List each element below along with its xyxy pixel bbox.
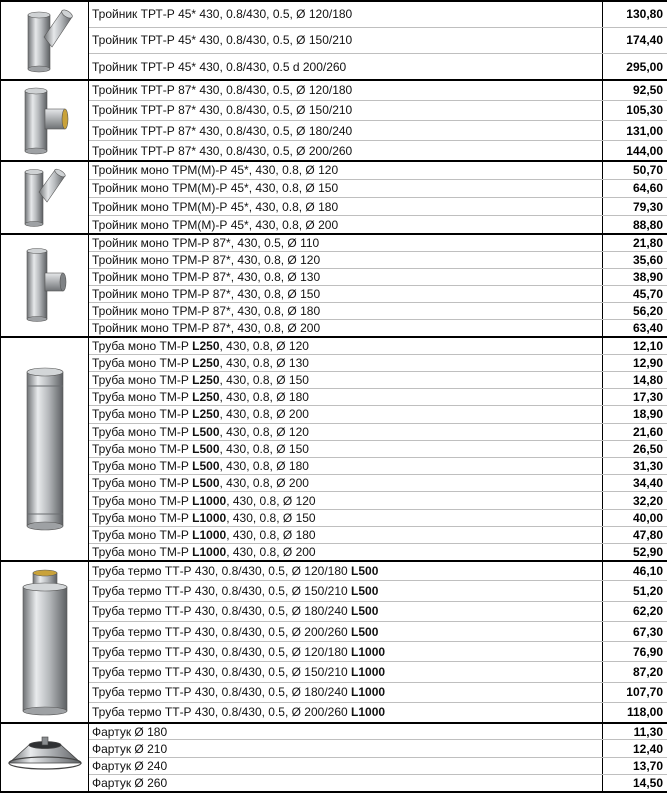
product-name: Труба моно ТМ-Р L1000, 430, 0.8, Ø 150 — [89, 509, 603, 526]
product-price: 107,70 — [603, 682, 667, 702]
apron-collar-icon — [5, 733, 85, 781]
table-row — [1, 581, 667, 601]
table-row — [1, 621, 667, 641]
table-row — [1, 526, 667, 543]
mono-pipe-icon — [19, 364, 71, 534]
tee-87-pipe-icon — [19, 245, 71, 325]
tee-45-pipe-icon — [17, 166, 73, 228]
table-row — [1, 662, 667, 682]
product-name: Труба моно ТМ-Р L500, 430, 0.8, Ø 180 — [89, 458, 603, 475]
product-price: 14,50 — [603, 774, 667, 792]
product-name: Труба термо ТТ-Р 430, 0.8/430, 0.5, Ø 150/210 L500 — [89, 581, 603, 601]
table-row — [1, 740, 667, 757]
product-name: Труба моно ТМ-Р L1000, 430, 0.8, Ø 200 — [89, 544, 603, 561]
product-name: Труба термо ТТ-Р 430, 0.8/430, 0.5, Ø 180/240 L500 — [89, 601, 603, 621]
thermo-pipe-icon — [15, 567, 75, 717]
product-price: 62,20 — [603, 601, 667, 621]
product-price: 12,10 — [603, 337, 667, 354]
product-price: 12,90 — [603, 354, 667, 371]
product-name: Тройник моно ТРМ-Р 87*, 430, 0.8, Ø 150 — [89, 285, 603, 302]
product-price: 45,70 — [603, 285, 667, 302]
table-row — [1, 54, 667, 80]
table-row — [1, 337, 667, 354]
product-price: 13,70 — [603, 757, 667, 774]
product-price: 130,80 — [603, 1, 667, 27]
table-row — [1, 544, 667, 561]
product-price: 21,60 — [603, 423, 667, 440]
product-price: 295,00 — [603, 54, 667, 80]
table-row — [1, 682, 667, 702]
product-price: 105,30 — [603, 100, 667, 120]
product-name: Труба моно ТМ-Р L1000, 430, 0.8, Ø 180 — [89, 526, 603, 543]
product-name: Тройник моно ТРМ-Р 87*, 430, 0.8, Ø 180 — [89, 303, 603, 320]
product-name: Труба моно ТМ-Р L500, 430, 0.8, Ø 120 — [89, 423, 603, 440]
table-row — [1, 234, 667, 251]
product-name: Труба термо ТТ-Р 430, 0.8/430, 0.5, Ø 120/180 L500 — [89, 561, 603, 581]
table-row — [1, 601, 667, 621]
product-price: 26,50 — [603, 440, 667, 457]
product-price: 50,70 — [603, 161, 667, 179]
table-row — [1, 197, 667, 215]
product-name: Труба моно ТМ-Р L500, 430, 0.8, Ø 150 — [89, 440, 603, 457]
table-row — [1, 492, 667, 509]
product-price: 63,40 — [603, 320, 667, 337]
product-price: 51,20 — [603, 581, 667, 601]
product-price: 52,90 — [603, 544, 667, 561]
product-name: Тройник ТРТ-Р 45* 430, 0.8/430, 0.5, Ø 150/210 — [89, 27, 603, 53]
table-row — [1, 179, 667, 197]
table-row — [1, 440, 667, 457]
table-row — [1, 354, 667, 371]
product-price: 46,10 — [603, 561, 667, 581]
product-price: 11,30 — [603, 723, 667, 740]
product-price: 34,40 — [603, 475, 667, 492]
table-row — [1, 285, 667, 302]
product-price: 144,00 — [603, 141, 667, 161]
table-row — [1, 251, 667, 268]
product-name: Фартук Ø 180 — [89, 723, 603, 740]
table-row — [1, 509, 667, 526]
product-name: Труба моно ТМ-Р L250, 430, 0.8, Ø 180 — [89, 389, 603, 406]
table-row — [1, 475, 667, 492]
product-name: Труба моно ТМ-Р L500, 430, 0.8, Ø 200 — [89, 475, 603, 492]
table-row — [1, 216, 667, 234]
product-name: Фартук Ø 260 — [89, 774, 603, 792]
product-price: 174,40 — [603, 27, 667, 53]
product-price: 76,90 — [603, 642, 667, 662]
product-price: 131,00 — [603, 120, 667, 140]
table-row — [1, 423, 667, 440]
product-name: Труба моно ТМ-Р L250, 430, 0.8, Ø 200 — [89, 406, 603, 423]
product-price: 88,80 — [603, 216, 667, 234]
table-row — [1, 723, 667, 740]
tee-45-pipe-icon — [14, 7, 76, 73]
product-name: Труба моно ТМ-Р L250, 430, 0.8, Ø 150 — [89, 371, 603, 388]
product-name: Тройник ТРТ-Р 45* 430, 0.8/430, 0.5, Ø 120/180 — [89, 1, 603, 27]
product-name: Тройник ТРТ-Р 45* 430, 0.8/430, 0.5 d 200/260 — [89, 54, 603, 80]
table-row — [1, 561, 667, 581]
product-price: 79,30 — [603, 197, 667, 215]
product-image-tee-45 — [1, 1, 89, 80]
table-row — [1, 120, 667, 140]
product-image-tee-87 — [1, 80, 89, 161]
product-image-thermo-pipe — [1, 561, 89, 723]
table-row — [1, 702, 667, 722]
product-price: 17,30 — [603, 389, 667, 406]
product-price: 67,30 — [603, 621, 667, 641]
table-row — [1, 406, 667, 423]
table-row — [1, 80, 667, 100]
product-image-apron — [1, 723, 89, 792]
product-name: Тройник ТРТ-Р 87* 430, 0.8/430, 0.5, Ø 150/210 — [89, 100, 603, 120]
product-name: Тройник ТРТ-Р 87* 430, 0.8/430, 0.5, Ø 180/240 — [89, 120, 603, 140]
table-row — [1, 371, 667, 388]
product-price: 32,20 — [603, 492, 667, 509]
product-name: Труба моно ТМ-Р L250, 430, 0.8, Ø 120 — [89, 337, 603, 354]
product-name: Тройник моно ТРМ(М)-Р 45*, 430, 0.8, Ø 120 — [89, 161, 603, 179]
product-price: 12,40 — [603, 740, 667, 757]
product-price: 40,00 — [603, 509, 667, 526]
table-row — [1, 757, 667, 774]
table-row — [1, 268, 667, 285]
table-row — [1, 1, 667, 27]
product-price: 38,90 — [603, 268, 667, 285]
product-name: Тройник ТРТ-Р 87* 430, 0.8/430, 0.5, Ø 120/180 — [89, 80, 603, 100]
product-name: Тройник моно ТРМ-Р 87*, 430, 0.8, Ø 120 — [89, 251, 603, 268]
product-image-tee-87-mono — [1, 234, 89, 337]
table-row — [1, 458, 667, 475]
table-row — [1, 141, 667, 161]
product-price: 18,90 — [603, 406, 667, 423]
product-price: 56,20 — [603, 303, 667, 320]
product-name: Тройник моно ТРМ-Р 87*, 430, 0.8, Ø 200 — [89, 320, 603, 337]
product-image-mono-pipe — [1, 337, 89, 561]
product-price: 14,80 — [603, 371, 667, 388]
table-row — [1, 642, 667, 662]
product-name: Тройник моно ТРМ-Р 87*, 430, 0.5, Ø 110 — [89, 234, 603, 251]
product-name: Фартук Ø 240 — [89, 757, 603, 774]
product-price: 47,80 — [603, 526, 667, 543]
product-price: 87,20 — [603, 662, 667, 682]
product-price: 92,50 — [603, 80, 667, 100]
product-name: Труба моно ТМ-Р L1000, 430, 0.8, Ø 120 — [89, 492, 603, 509]
product-name: Труба термо ТТ-Р 430, 0.8/430, 0.5, Ø 200/260 L1000 — [89, 702, 603, 722]
product-name: Фартук Ø 210 — [89, 740, 603, 757]
product-price: 35,60 — [603, 251, 667, 268]
product-name: Тройник моно ТРМ(М)-Р 45*, 430, 0.8, Ø 180 — [89, 197, 603, 215]
product-name: Труба термо ТТ-Р 430, 0.8/430, 0.5, Ø 200/260 L500 — [89, 621, 603, 641]
product-name: Тройник моно ТРМ(М)-Р 45*, 430, 0.8, Ø 200 — [89, 216, 603, 234]
product-image-tee-45-mono — [1, 161, 89, 234]
product-price: 64,60 — [603, 179, 667, 197]
table-row — [1, 389, 667, 406]
product-name: Тройник моно ТРМ(М)-Р 45*, 430, 0.8, Ø 150 — [89, 179, 603, 197]
product-price: 31,30 — [603, 458, 667, 475]
product-name: Труба термо ТТ-Р 430, 0.8/430, 0.5, Ø 150/210 L1000 — [89, 662, 603, 682]
product-name: Тройник ТРТ-Р 87* 430, 0.8/430, 0.5, Ø 200/260 — [89, 141, 603, 161]
table-row — [1, 774, 667, 792]
table-row — [1, 100, 667, 120]
product-name: Труба термо ТТ-Р 430, 0.8/430, 0.5, Ø 120/180 L1000 — [89, 642, 603, 662]
table-row — [1, 27, 667, 53]
product-price: 21,80 — [603, 234, 667, 251]
product-price: 118,00 — [603, 702, 667, 722]
product-name: Труба моно ТМ-Р L250, 430, 0.8, Ø 130 — [89, 354, 603, 371]
table-row — [1, 303, 667, 320]
table-row — [1, 161, 667, 179]
tee-87-pipe-icon — [19, 85, 71, 155]
table-row — [1, 320, 667, 337]
product-name: Тройник моно ТРМ-Р 87*, 430, 0.8, Ø 130 — [89, 268, 603, 285]
product-name: Труба термо ТТ-Р 430, 0.8/430, 0.5, Ø 180/240 L1000 — [89, 682, 603, 702]
